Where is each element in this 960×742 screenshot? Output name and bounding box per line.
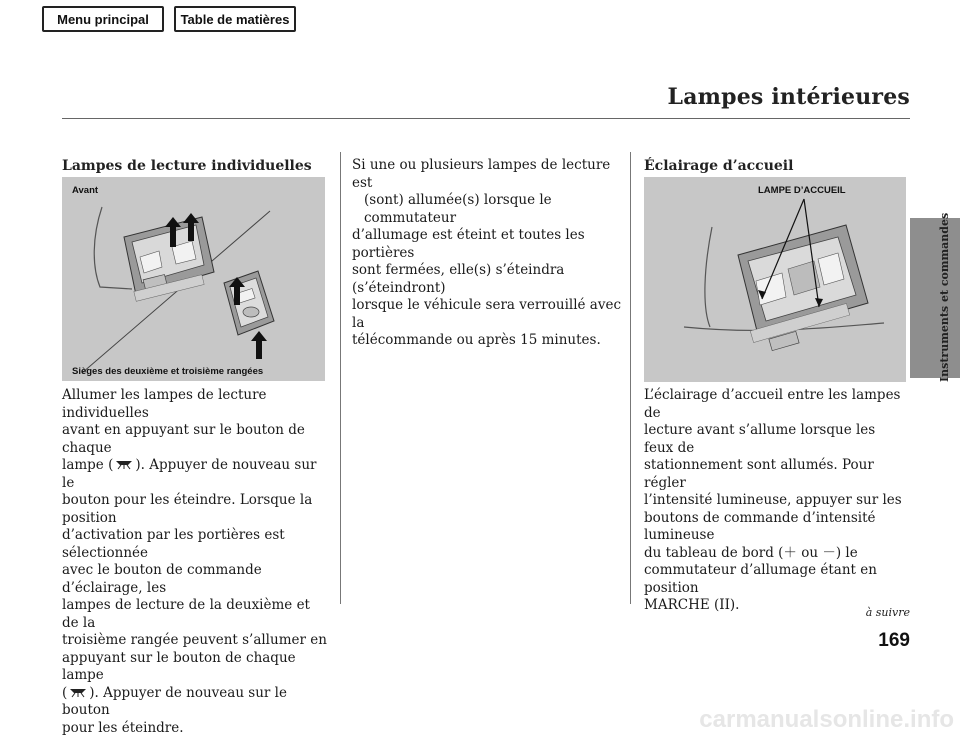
text-line: l’intensité lumineuse, appuyer sur les: [644, 492, 902, 508]
reading-lamps-figure: [62, 177, 325, 381]
text-line: (sont) allumée(s) lorsque le commutateur: [364, 192, 552, 226]
reading-lamps-paragraph: [62, 387, 327, 737]
table-of-contents-button[interactable]: Table de matières: [174, 6, 296, 32]
title-divider: [62, 118, 910, 119]
text-line: [62, 685, 327, 720]
text-line: lampes de lecture de la deuxième et de la: [62, 597, 310, 631]
text-line: bouton pour les éteindre. Lorsque la position: [62, 492, 313, 526]
reading-lamp-icon: [113, 458, 135, 470]
column-divider-left: [340, 152, 341, 604]
auto-off-paragraph: [352, 157, 622, 350]
column-divider-right: [630, 152, 631, 604]
section-tab: [910, 218, 960, 378]
text-line: Si une ou plusieurs lampes de lecture est: [352, 157, 611, 191]
text-line: commutateur d’allumage étant en position: [644, 562, 877, 596]
text-fragment: (: [62, 684, 68, 701]
courtesy-lighting-paragraph: [644, 387, 908, 615]
text-fragment: lampe (: [62, 457, 114, 473]
text-fragment: ). Appuyer de nouveau sur le bouton: [62, 684, 287, 718]
section-tab-label: Instruments et commandes: [938, 212, 951, 382]
courtesy-lamp-figure: [644, 177, 906, 382]
page-number: 169: [878, 630, 910, 651]
main-menu-button[interactable]: Menu principal: [42, 6, 164, 32]
courtesy-lighting-heading: Éclairage d’accueil: [644, 158, 794, 174]
reading-lamp-icon: [67, 686, 89, 698]
text-line: télécommande ou après 15 minutes.: [352, 332, 601, 348]
text-line: MARCHE (II).: [644, 597, 740, 613]
text-line: pour les éteindre.: [62, 719, 184, 736]
text-line: Allumer les lampes de lecture individuelles: [62, 387, 267, 421]
courtesy-lamp-label: LAMPE D’ACCUEIL: [758, 185, 846, 196]
page-title: Lampes intérieures: [667, 84, 910, 110]
text-line: du tableau de bord (＋ ou －) le: [644, 544, 858, 561]
front-label: Avant: [72, 185, 99, 196]
watermark: carmanualsonline.info: [699, 706, 954, 733]
text-line: avant en appuyant sur le bouton de chaque: [62, 422, 305, 456]
continued-note: à suivre: [865, 606, 910, 619]
text-line: d’allumage est éteint et toutes les portières: [352, 227, 585, 261]
rear-seats-label: Sièges des deuxième et troisième rangées: [72, 366, 264, 377]
text-line: lorsque le véhicule sera verrouillé avec la: [352, 297, 622, 331]
text-fragment: ). Appuyer de nouveau sur le: [62, 457, 317, 491]
text-line: L’éclairage d’accueil entre les lampes de: [644, 387, 901, 421]
text-line: avec le bouton de commande d’éclairage, les: [62, 562, 262, 596]
text-line: d’activation par les portières est sélectionnée: [62, 527, 285, 561]
reading-lamps-heading: Lampes de lecture individuelles: [62, 158, 312, 174]
text-line: sont fermées, elle(s) s’éteindra (s’éteindront): [352, 262, 565, 296]
text-line: lecture avant s’allume lorsque les feux de: [644, 422, 876, 456]
text-line: boutons de commande d’intensité lumineuse: [644, 509, 876, 543]
text-line: appuyant sur le bouton de chaque lampe: [62, 649, 296, 683]
reading-lamps-illustration: [62, 177, 325, 381]
courtesy-lamp-illustration: [644, 177, 906, 382]
text-line: troisième rangée peuvent s’allumer en: [62, 632, 327, 648]
text-line: [62, 457, 327, 492]
text-line: stationnement sont allumés. Pour régler: [644, 457, 874, 491]
